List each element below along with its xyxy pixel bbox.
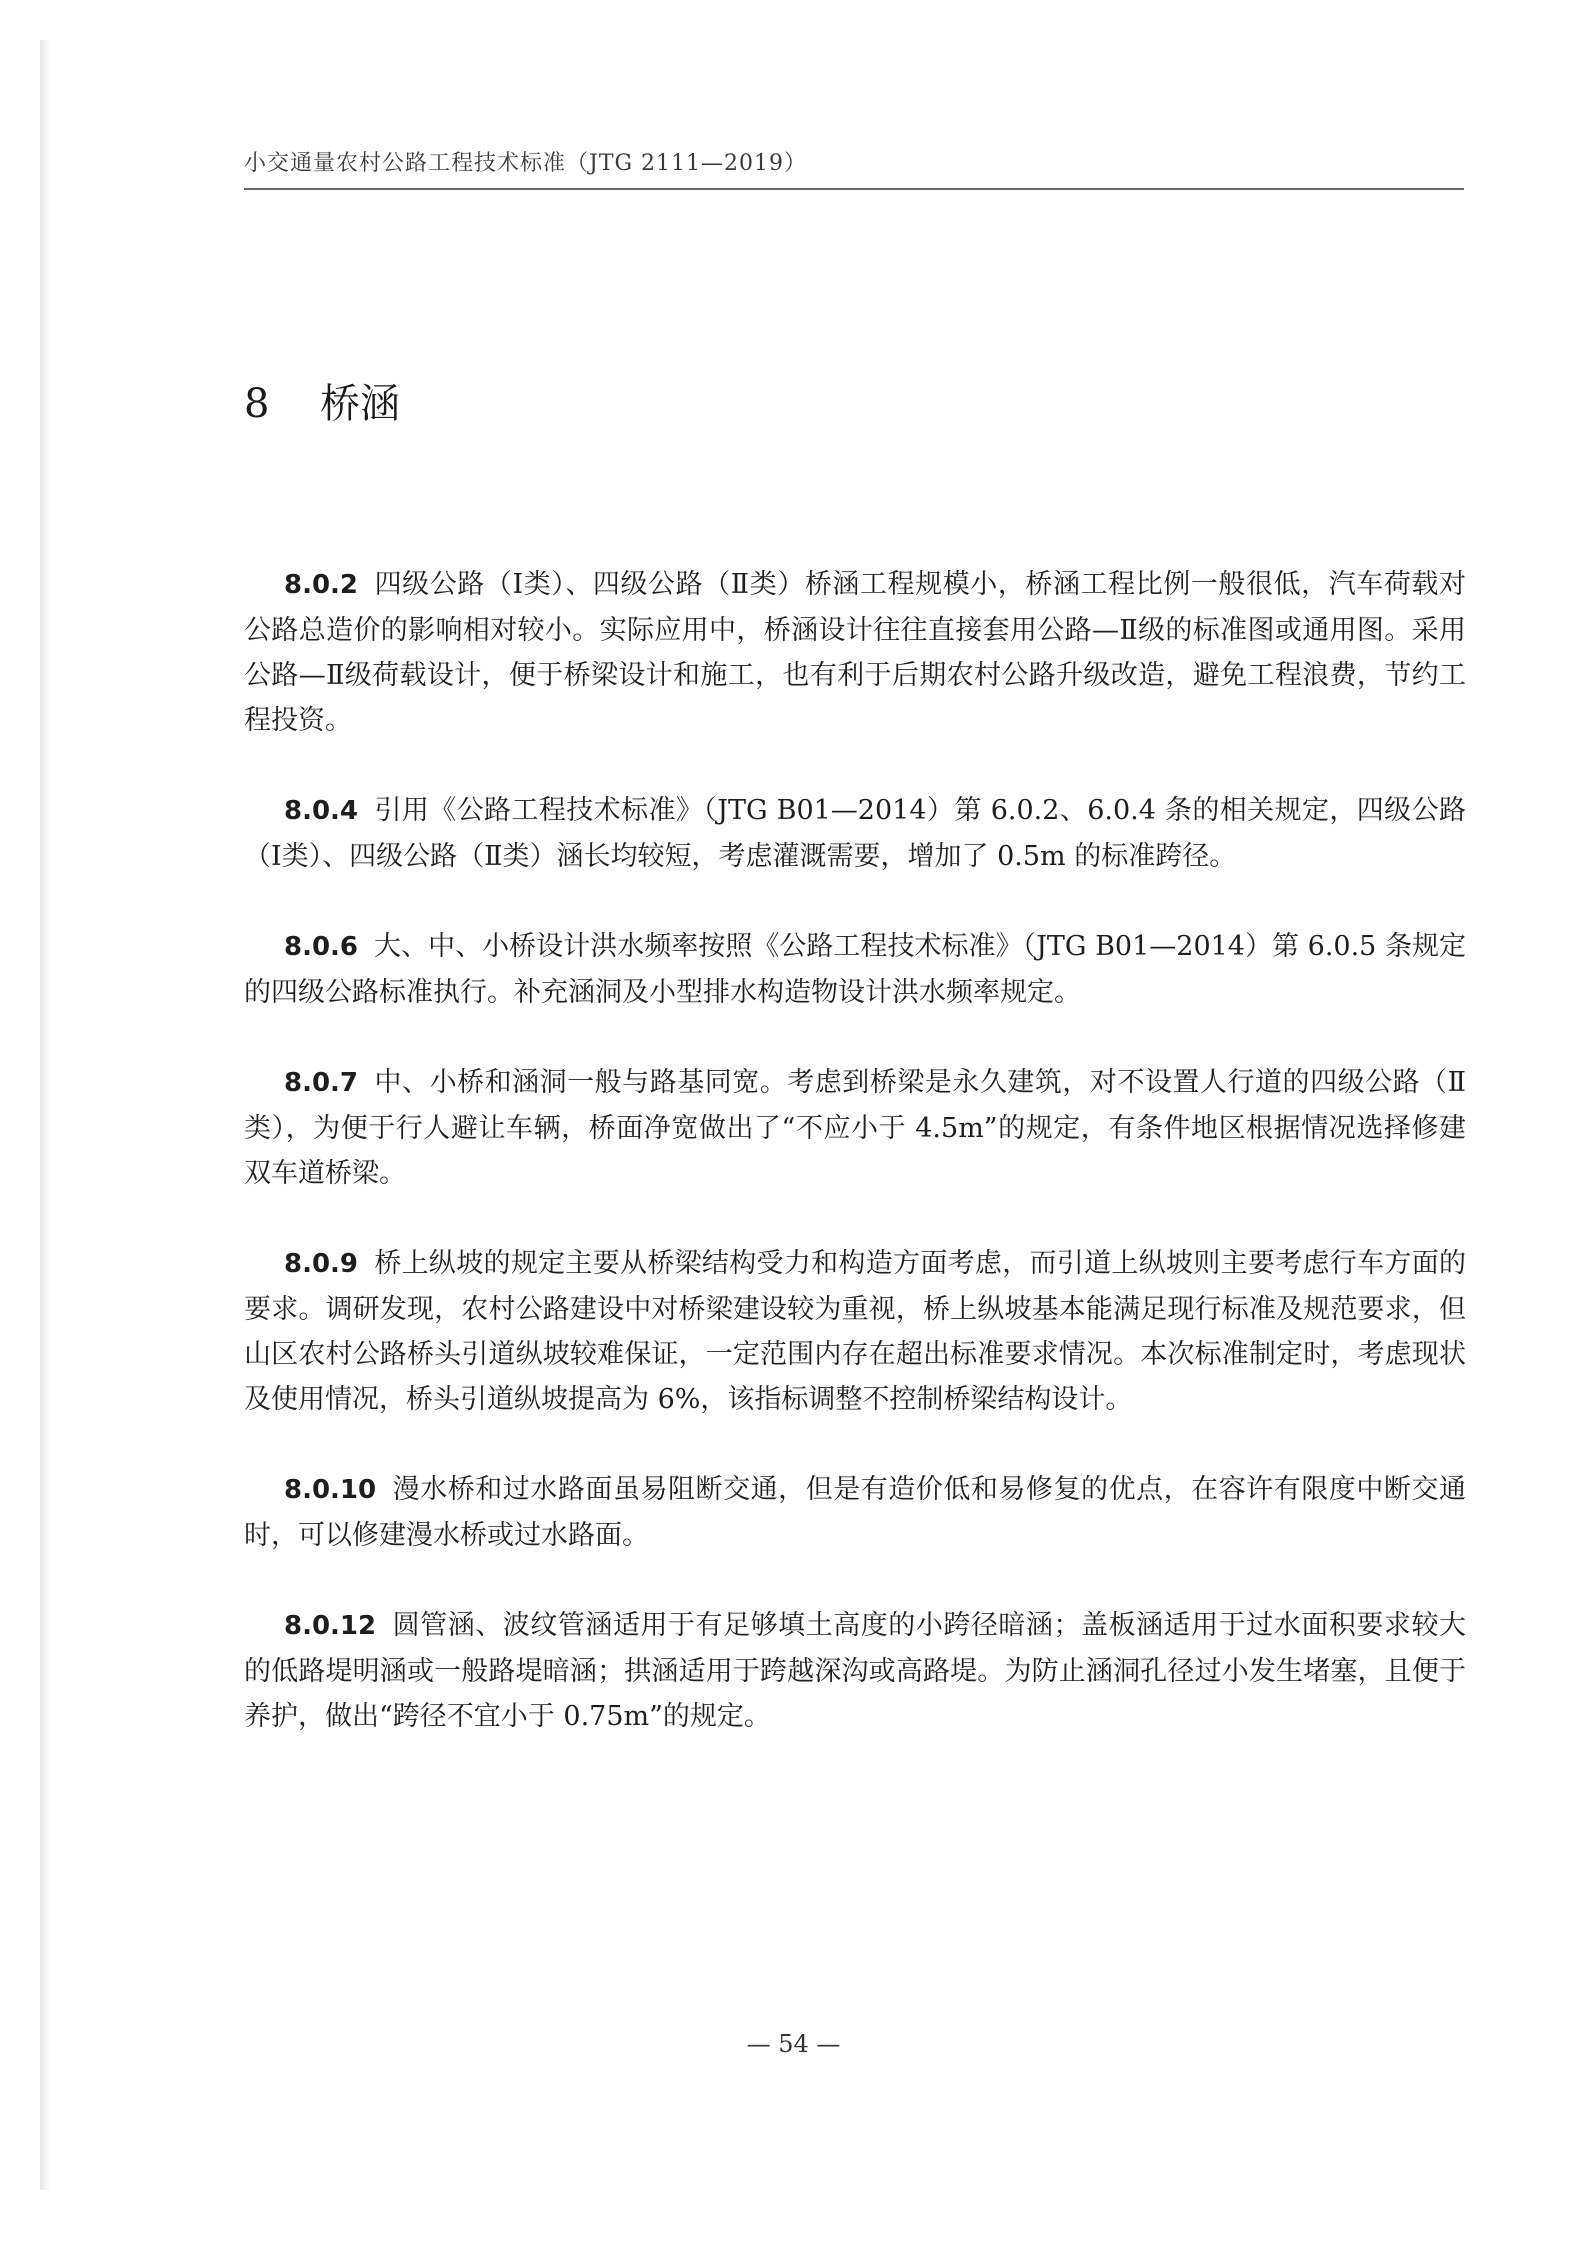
- clause-number: 8.0.7: [284, 1068, 359, 1098]
- clause-8-0-10: [244, 1467, 1466, 1558]
- running-header: 小交通量农村公路工程技术标准（JTG 2111—2019）: [244, 151, 808, 176]
- header-divider: [244, 188, 1464, 190]
- clause-text: 中、小桥和涵洞一般与路基同宽。考虑到桥梁是永久建筑，对不设置人行道的四级公路（Ⅱ类），为便于行人避让车辆，桥面净宽做出了“不应小于 4.5m”的规定，有条件地区根据情况选择修建双车道桥梁。: [244, 1067, 1466, 1189]
- scan-edge-shadow: [40, 40, 50, 2190]
- chapter-heading: [244, 372, 400, 429]
- clause-number: 8.0.2: [284, 570, 359, 600]
- commentary-body: [244, 562, 1466, 1784]
- clause-number: 8.0.4: [284, 796, 359, 826]
- clause-number: 8.0.6: [284, 932, 359, 962]
- clause-text: 大、中、小桥设计洪水频率按照《公路工程技术标准》（JTG B01—2014）第 6.0.5 条规定的四级公路标准执行。补充涵洞及小型排水构造物设计洪水频率规定。: [244, 931, 1466, 1008]
- clause-text: 圆管涵、波纹管涵适用于有足够填土高度的小跨径暗涵；盖板涵适用于过水面积要求较大的低路堤明涵或一般路堤暗涵；拱涵适用于跨越深沟或高路堤。为防止涵洞孔径过小发生堵塞，且便于养护，做出“跨径不宜小于 0.75m”的规定。: [244, 1610, 1466, 1732]
- page-number: — 54 —: [746, 2030, 841, 2058]
- clause-text: 桥上纵坡的规定主要从桥梁结构受力和构造方面考虑，而引道上纵坡则主要考虑行车方面的要求。调研发现，农村公路建设中对桥梁建设较为重视，桥上纵坡基本能满足现行标准及规范要求，但山区农村公路桥头引道纵坡较难保证，一定范围内存在超出标准要求情况。本次标准制定时，考虑现状及使用情况，桥头引道纵坡提高为 6%，该指标调整不控制桥梁结构设计。: [244, 1248, 1466, 1415]
- clause-8-0-6: [244, 924, 1466, 1015]
- chapter-number: 8: [244, 381, 270, 427]
- clause-text: 四级公路（Ⅰ类）、四级公路（Ⅱ类）桥涵工程规模小，桥涵工程比例一般很低，汽车荷载对公路总造价的影响相对较小。实际应用中，桥涵设计往往直接套用公路—Ⅱ级的标准图或通用图。采用公路—Ⅱ级荷载设计，便于桥梁设计和施工，也有利于后期农村公路升级改造，避免工程浪费，节约工程投资。: [244, 569, 1466, 736]
- clause-number: 8.0.9: [284, 1249, 359, 1279]
- clause-number: 8.0.12: [284, 1611, 377, 1641]
- clause-8-0-4: [244, 788, 1466, 879]
- clause-text: 漫水桥和过水路面虽易阻断交通，但是有造价低和易修复的优点，在容许有限度中断交通时，可以修建漫水桥或过水路面。: [244, 1474, 1466, 1551]
- clause-number: 8.0.10: [284, 1475, 377, 1505]
- clause-8-0-2: [244, 562, 1466, 743]
- chapter-title-text: 桥涵: [320, 381, 400, 427]
- clause-8-0-7: [244, 1060, 1466, 1196]
- clause-8-0-12: [244, 1603, 1466, 1739]
- clause-8-0-9: [244, 1241, 1466, 1422]
- clause-text: 引用《公路工程技术标准》（JTG B01—2014）第 6.0.2、6.0.4 条的相关规定，四级公路（Ⅰ类）、四级公路（Ⅱ类）涵长均较短，考虑灌溉需要，增加了 0.5m 的标准跨径。: [244, 795, 1466, 872]
